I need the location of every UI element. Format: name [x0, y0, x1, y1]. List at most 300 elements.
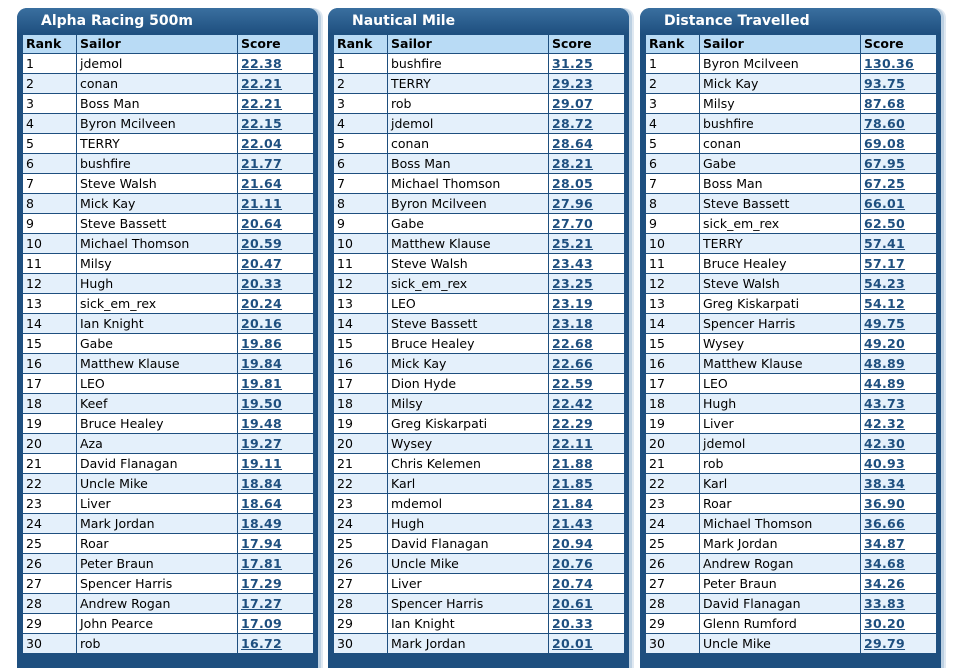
score-header: Score: [238, 35, 314, 54]
table-row: [334, 514, 625, 534]
score-link[interactable]: 28.05: [549, 174, 625, 194]
rank-cell: 4: [334, 114, 388, 134]
table-row: [334, 494, 625, 514]
sailor-cell: rob: [700, 454, 861, 474]
score-link[interactable]: 22.11: [549, 434, 625, 454]
score-link[interactable]: 22.68: [549, 334, 625, 354]
score-link[interactable]: 54.23: [861, 274, 937, 294]
table-row: [23, 94, 314, 114]
score-link[interactable]: 28.21: [549, 154, 625, 174]
sailor-cell: Peter Braun: [77, 554, 238, 574]
rank-header: Rank: [23, 35, 77, 54]
table-row: [646, 154, 937, 174]
panel-title: Nautical Mile: [328, 8, 629, 34]
rank-cell: 25: [334, 534, 388, 554]
score-link[interactable]: 28.72: [549, 114, 625, 134]
table-row: [646, 394, 937, 414]
rank-cell: 20: [23, 434, 77, 454]
sailor-cell: Steve Bassett: [388, 314, 549, 334]
rank-cell: 4: [23, 114, 77, 134]
sailor-cell: Spencer Harris: [388, 594, 549, 614]
score-link[interactable]: 40.93: [861, 454, 937, 474]
rank-cell: 9: [334, 214, 388, 234]
sailor-cell: Uncle Mike: [700, 634, 861, 654]
table-row: [334, 314, 625, 334]
table-row: [23, 134, 314, 154]
rank-header: Rank: [334, 35, 388, 54]
sailor-cell: TERRY: [388, 74, 549, 94]
table-row: [334, 234, 625, 254]
table-row: [334, 534, 625, 554]
sailor-cell: Milsy: [700, 94, 861, 114]
sailor-cell: Andrew Rogan: [700, 554, 861, 574]
sailor-cell: Hugh: [388, 514, 549, 534]
rank-cell: 2: [334, 74, 388, 94]
score-link[interactable]: 21.84: [549, 494, 625, 514]
score-link[interactable]: 18.64: [238, 494, 314, 514]
rank-cell: 10: [334, 234, 388, 254]
sailor-cell: Mark Jordan: [388, 634, 549, 654]
score-link[interactable]: 67.25: [861, 174, 937, 194]
table-row: [334, 134, 625, 154]
score-link[interactable]: 22.66: [549, 354, 625, 374]
table-row: [334, 54, 625, 74]
rank-cell: 19: [646, 414, 700, 434]
table-row: [334, 194, 625, 214]
panel-nautical-mile: [328, 8, 629, 668]
score-link[interactable]: 20.16: [238, 314, 314, 334]
score-link[interactable]: 29.79: [861, 634, 937, 654]
table-row: [646, 234, 937, 254]
score-link[interactable]: 38.34: [861, 474, 937, 494]
rank-cell: 1: [646, 54, 700, 74]
rank-cell: 6: [334, 154, 388, 174]
table-row: [646, 454, 937, 474]
table-row: [23, 414, 314, 434]
sailor-cell: jdemol: [77, 54, 238, 74]
sailor-header: Sailor: [77, 35, 238, 54]
score-link[interactable]: 21.64: [238, 174, 314, 194]
score-link[interactable]: 19.84: [238, 354, 314, 374]
score-link[interactable]: 62.50: [861, 214, 937, 234]
rank-cell: 7: [646, 174, 700, 194]
table-row: [334, 594, 625, 614]
score-header: Score: [549, 35, 625, 54]
rank-cell: 28: [334, 594, 388, 614]
score-link[interactable]: 27.70: [549, 214, 625, 234]
score-link[interactable]: 66.01: [861, 194, 937, 214]
table-row: [334, 74, 625, 94]
rank-cell: 15: [23, 334, 77, 354]
table-row: [23, 54, 314, 74]
rank-cell: 13: [23, 294, 77, 314]
score-link[interactable]: 22.29: [549, 414, 625, 434]
rank-cell: 29: [23, 614, 77, 634]
score-link[interactable]: 22.59: [549, 374, 625, 394]
score-link[interactable]: 19.48: [238, 414, 314, 434]
rank-cell: 20: [646, 434, 700, 454]
sailor-cell: Mark Jordan: [77, 514, 238, 534]
rank-cell: 3: [23, 94, 77, 114]
sailor-cell: Matthew Klause: [388, 234, 549, 254]
sailor-cell: bushfire: [77, 154, 238, 174]
rank-cell: 8: [646, 194, 700, 214]
sailor-cell: Boss Man: [388, 154, 549, 174]
score-link[interactable]: 18.84: [238, 474, 314, 494]
score-link[interactable]: 57.17: [861, 254, 937, 274]
sailor-cell: Chris Kelemen: [388, 454, 549, 474]
score-link[interactable]: 30.20: [861, 614, 937, 634]
rank-cell: 28: [23, 594, 77, 614]
rank-cell: 27: [23, 574, 77, 594]
score-link[interactable]: 21.11: [238, 194, 314, 214]
table-row: [23, 114, 314, 134]
sailor-header: Sailor: [388, 35, 549, 54]
score-link[interactable]: 67.95: [861, 154, 937, 174]
rank-cell: 24: [334, 514, 388, 534]
score-link[interactable]: 17.81: [238, 554, 314, 574]
sailor-header: Sailor: [700, 35, 861, 54]
rank-cell: 13: [646, 294, 700, 314]
sailor-cell: conan: [388, 134, 549, 154]
sailor-cell: Andrew Rogan: [77, 594, 238, 614]
rank-cell: 3: [334, 94, 388, 114]
rank-cell: 30: [23, 634, 77, 654]
score-link[interactable]: 43.73: [861, 394, 937, 414]
rank-cell: 27: [334, 574, 388, 594]
sailor-cell: LEO: [388, 294, 549, 314]
sailor-cell: Spencer Harris: [700, 314, 861, 334]
panel-title: Alpha Racing 500m: [17, 8, 318, 34]
rank-cell: 22: [23, 474, 77, 494]
score-link[interactable]: 21.77: [238, 154, 314, 174]
table-body: [646, 54, 937, 654]
table-row: [334, 394, 625, 414]
table-row: [646, 94, 937, 114]
sailor-cell: Keef: [77, 394, 238, 414]
score-link[interactable]: 36.66: [861, 514, 937, 534]
table-row: [646, 134, 937, 154]
rank-cell: 21: [646, 454, 700, 474]
score-link[interactable]: 93.75: [861, 74, 937, 94]
score-link[interactable]: 28.64: [549, 134, 625, 154]
sailor-cell: Roar: [77, 534, 238, 554]
table-row: [23, 254, 314, 274]
sailor-cell: Uncle Mike: [388, 554, 549, 574]
table-row: [334, 94, 625, 114]
table-row: [23, 154, 314, 174]
rank-cell: 16: [334, 354, 388, 374]
sailor-cell: TERRY: [700, 234, 861, 254]
score-link[interactable]: 22.21: [238, 74, 314, 94]
panel-title: Distance Travelled: [640, 8, 941, 34]
sailor-cell: jdemol: [700, 434, 861, 454]
rank-cell: 18: [23, 394, 77, 414]
sailor-cell: sick_em_rex: [77, 294, 238, 314]
score-link[interactable]: 19.27: [238, 434, 314, 454]
rank-cell: 25: [23, 534, 77, 554]
sailor-cell: Mick Kay: [77, 194, 238, 214]
sailor-cell: bushfire: [700, 114, 861, 134]
rank-cell: 29: [334, 614, 388, 634]
score-link[interactable]: 42.30: [861, 434, 937, 454]
score-link[interactable]: 20.47: [238, 254, 314, 274]
score-link[interactable]: 20.01: [549, 634, 625, 654]
score-link[interactable]: 17.27: [238, 594, 314, 614]
score-link[interactable]: 17.94: [238, 534, 314, 554]
table-row: [334, 114, 625, 134]
score-link[interactable]: 21.43: [549, 514, 625, 534]
sailor-cell: Bruce Healey: [388, 334, 549, 354]
rank-cell: 14: [646, 314, 700, 334]
score-link[interactable]: 20.74: [549, 574, 625, 594]
score-link[interactable]: 20.33: [549, 614, 625, 634]
rank-cell: 2: [23, 74, 77, 94]
table-row: [23, 314, 314, 334]
rank-cell: 14: [334, 314, 388, 334]
sailor-cell: LEO: [700, 374, 861, 394]
score-link[interactable]: 18.49: [238, 514, 314, 534]
score-header: Score: [861, 35, 937, 54]
table-row: [23, 374, 314, 394]
sailor-cell: Greg Kiskarpati: [388, 414, 549, 434]
sailor-cell: David Flanagan: [700, 594, 861, 614]
table-row: [334, 574, 625, 594]
table-body: [23, 54, 314, 654]
sailor-cell: conan: [77, 74, 238, 94]
score-link[interactable]: 23.25: [549, 274, 625, 294]
table-row: [646, 74, 937, 94]
sailor-cell: Liver: [77, 494, 238, 514]
sailor-cell: Glenn Rumford: [700, 614, 861, 634]
table-row: [23, 574, 314, 594]
score-link[interactable]: 19.50: [238, 394, 314, 414]
sailor-cell: Karl: [700, 474, 861, 494]
score-link[interactable]: 57.41: [861, 234, 937, 254]
sailor-cell: John Pearce: [77, 614, 238, 634]
sailor-cell: Spencer Harris: [77, 574, 238, 594]
table-row: [334, 554, 625, 574]
score-link[interactable]: 27.96: [549, 194, 625, 214]
rank-cell: 26: [646, 554, 700, 574]
score-link[interactable]: 48.89: [861, 354, 937, 374]
sailor-cell: conan: [700, 134, 861, 154]
score-link[interactable]: 20.61: [549, 594, 625, 614]
sailor-cell: Hugh: [700, 394, 861, 414]
sailor-cell: Byron Mcilveen: [388, 194, 549, 214]
score-link[interactable]: 29.07: [549, 94, 625, 114]
table-row: [23, 354, 314, 374]
score-link[interactable]: 44.89: [861, 374, 937, 394]
sailor-cell: Steve Walsh: [700, 274, 861, 294]
sailor-cell: Gabe: [388, 214, 549, 234]
score-link[interactable]: 49.75: [861, 314, 937, 334]
rank-cell: 18: [334, 394, 388, 414]
table-row: [23, 194, 314, 214]
rank-cell: 27: [646, 574, 700, 594]
score-link[interactable]: 17.29: [238, 574, 314, 594]
score-link[interactable]: 130.36: [861, 54, 937, 74]
score-link[interactable]: 78.60: [861, 114, 937, 134]
rank-cell: 17: [23, 374, 77, 394]
table-row: [646, 614, 937, 634]
rank-cell: 6: [646, 154, 700, 174]
rank-cell: 24: [23, 514, 77, 534]
sailor-cell: rob: [77, 634, 238, 654]
panel-distance-travelled: [640, 8, 941, 668]
score-link[interactable]: 34.87: [861, 534, 937, 554]
header-row: [334, 35, 625, 54]
rank-cell: 9: [646, 214, 700, 234]
panel-alpha-racing: [17, 8, 318, 668]
rank-cell: 19: [334, 414, 388, 434]
rank-cell: 7: [334, 174, 388, 194]
rank-cell: 26: [334, 554, 388, 574]
score-link[interactable]: 23.18: [549, 314, 625, 334]
score-link[interactable]: 33.83: [861, 594, 937, 614]
table-row: [23, 494, 314, 514]
sailor-cell: bushfire: [388, 54, 549, 74]
table-row: [334, 434, 625, 454]
rank-cell: 3: [646, 94, 700, 114]
score-link[interactable]: 20.76: [549, 554, 625, 574]
score-link[interactable]: 42.32: [861, 414, 937, 434]
score-link[interactable]: 16.72: [238, 634, 314, 654]
table-row: [23, 514, 314, 534]
rank-cell: 1: [23, 54, 77, 74]
table-row: [334, 254, 625, 274]
score-link[interactable]: 19.11: [238, 454, 314, 474]
sailor-cell: Michael Thomson: [388, 174, 549, 194]
score-link[interactable]: 54.12: [861, 294, 937, 314]
table-row: [23, 474, 314, 494]
sailor-cell: Mick Kay: [700, 74, 861, 94]
score-link[interactable]: 22.04: [238, 134, 314, 154]
sailor-cell: Liver: [700, 414, 861, 434]
sailor-cell: Boss Man: [77, 94, 238, 114]
sailor-cell: Steve Bassett: [700, 194, 861, 214]
table-row: [646, 414, 937, 434]
score-link[interactable]: 20.24: [238, 294, 314, 314]
rank-cell: 6: [23, 154, 77, 174]
score-link[interactable]: 22.21: [238, 94, 314, 114]
rank-cell: 29: [646, 614, 700, 634]
score-link[interactable]: 25.21: [549, 234, 625, 254]
score-link[interactable]: 31.25: [549, 54, 625, 74]
sailor-cell: Liver: [388, 574, 549, 594]
sailor-cell: Matthew Klause: [700, 354, 861, 374]
score-link[interactable]: 34.26: [861, 574, 937, 594]
score-link[interactable]: 69.08: [861, 134, 937, 154]
table-row: [23, 214, 314, 234]
table-row: [23, 634, 314, 654]
rank-cell: 1: [334, 54, 388, 74]
table-row: [646, 294, 937, 314]
rank-cell: 5: [334, 134, 388, 154]
rank-cell: 28: [646, 594, 700, 614]
rank-cell: 10: [646, 234, 700, 254]
score-link[interactable]: 22.42: [549, 394, 625, 414]
score-link[interactable]: 29.23: [549, 74, 625, 94]
header-row: [646, 35, 937, 54]
table-row: [646, 114, 937, 134]
sailor-cell: Gabe: [77, 334, 238, 354]
table-row: [23, 534, 314, 554]
score-link[interactable]: 17.09: [238, 614, 314, 634]
table-row: [646, 514, 937, 534]
sailor-cell: Bruce Healey: [700, 254, 861, 274]
sailor-cell: Gabe: [700, 154, 861, 174]
header-row: [23, 35, 314, 54]
table-row: [23, 274, 314, 294]
rank-cell: 25: [646, 534, 700, 554]
sailor-cell: rob: [388, 94, 549, 114]
score-link[interactable]: 23.19: [549, 294, 625, 314]
score-link[interactable]: 19.81: [238, 374, 314, 394]
rank-cell: 11: [23, 254, 77, 274]
sailor-cell: Byron Mcilveen: [700, 54, 861, 74]
table-row: [334, 634, 625, 654]
score-link[interactable]: 21.88: [549, 454, 625, 474]
rank-cell: 5: [646, 134, 700, 154]
score-link[interactable]: 22.38: [238, 54, 314, 74]
score-link[interactable]: 22.15: [238, 114, 314, 134]
sailor-cell: Michael Thomson: [77, 234, 238, 254]
sailor-cell: Michael Thomson: [700, 514, 861, 534]
score-link[interactable]: 34.68: [861, 554, 937, 574]
sailor-cell: TERRY: [77, 134, 238, 154]
table-row: [646, 174, 937, 194]
sailor-cell: Wysey: [388, 434, 549, 454]
score-link[interactable]: 36.90: [861, 494, 937, 514]
score-link[interactable]: 19.86: [238, 334, 314, 354]
score-link[interactable]: 20.33: [238, 274, 314, 294]
table-row: [23, 174, 314, 194]
score-link[interactable]: 49.20: [861, 334, 937, 354]
table-row: [334, 274, 625, 294]
rank-cell: 12: [334, 274, 388, 294]
table-row: [646, 334, 937, 354]
rank-cell: 8: [334, 194, 388, 214]
sailor-cell: Wysey: [700, 334, 861, 354]
score-link[interactable]: 87.68: [861, 94, 937, 114]
sailor-cell: jdemol: [388, 114, 549, 134]
table-row: [23, 294, 314, 314]
table-row: [646, 254, 937, 274]
score-link[interactable]: 21.85: [549, 474, 625, 494]
table-row: [334, 454, 625, 474]
table-row: [646, 374, 937, 394]
table-row: [646, 274, 937, 294]
table-row: [646, 554, 937, 574]
rank-cell: 12: [646, 274, 700, 294]
rank-cell: 23: [646, 494, 700, 514]
sailor-cell: Steve Walsh: [388, 254, 549, 274]
table-row: [334, 414, 625, 434]
score-link[interactable]: 20.59: [238, 234, 314, 254]
sailor-cell: sick_em_rex: [388, 274, 549, 294]
score-link[interactable]: 20.64: [238, 214, 314, 234]
table-row: [646, 534, 937, 554]
score-link[interactable]: 20.94: [549, 534, 625, 554]
rank-cell: 4: [646, 114, 700, 134]
table-row: [646, 354, 937, 374]
score-link[interactable]: 23.43: [549, 254, 625, 274]
table-row: [334, 174, 625, 194]
sailor-cell: Steve Bassett: [77, 214, 238, 234]
sailor-cell: Peter Braun: [700, 574, 861, 594]
table-row: [23, 594, 314, 614]
